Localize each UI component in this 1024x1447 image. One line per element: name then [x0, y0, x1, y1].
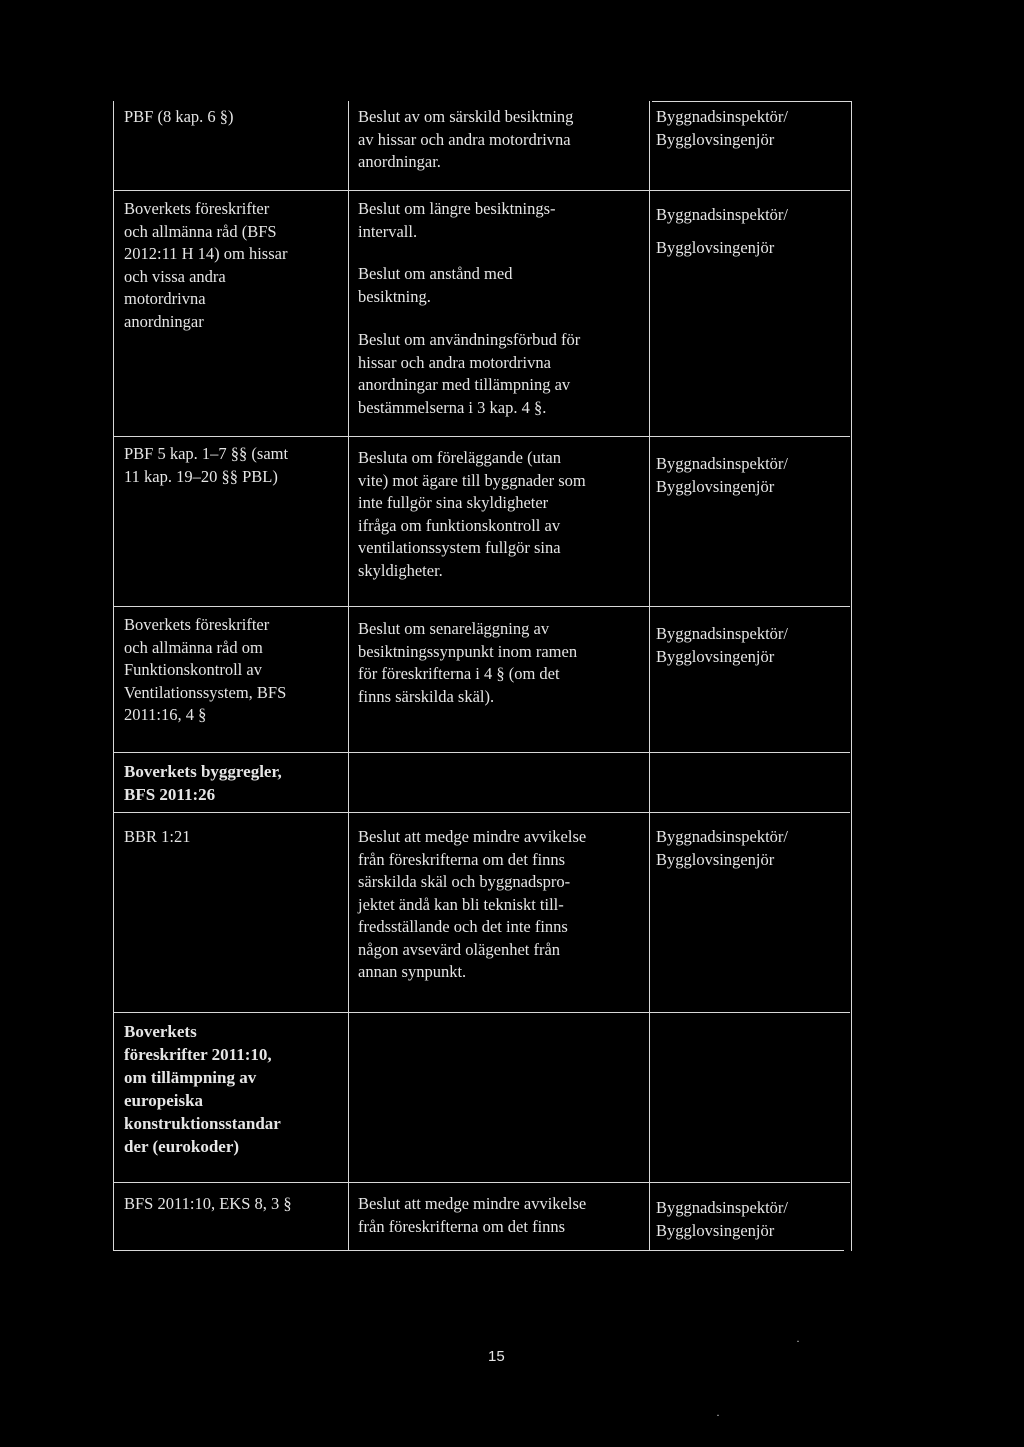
section-heading: Boverkets byggregler, BFS 2011:26 [124, 762, 282, 804]
delegate-cell: Byggnadsinspektör/ Bygglovsingenjör [656, 1198, 788, 1240]
table-left-border [113, 101, 114, 1251]
law-reference-cell: Boverkets föreskrifter och allmänna råd om Funktionskontroll av Ventilationssystem, BFS 2011:16, 4 § [124, 615, 287, 724]
delegate-cell: Byggnadsinspektör/ Bygglovsingenjör [656, 107, 788, 149]
column-divider [348, 101, 349, 1251]
decision-cell: Beslut att medge mindre avvikelse från föreskrifterna om det finns särskilda skäl och byggnadspro- jektet ändå kan bli tekniskt till- fredsställande och det inte finns någon avsevärd olägenhet från annan synpunkt. [358, 827, 587, 981]
law-reference-cell: Boverkets föreskrifter och allmänna råd (BFS 2012:11 H 14) om hissar och vissa andra motordrivna anordningar [124, 199, 288, 331]
row-divider [114, 190, 850, 191]
table-bottom-border [114, 1250, 844, 1251]
section-heading: Boverkets föreskrifter 2011:10, om tillämpning av europeiska konstruktionsstandar der (eurokoder) [124, 1022, 281, 1156]
delegate-cell: Byggnadsinspektör/ Bygglovsingenjör [656, 454, 788, 496]
decision-cell: Beslut att medge mindre avvikelse från föreskrifterna om det finns [358, 1194, 587, 1236]
row-divider [114, 606, 850, 607]
law-reference-cell: PBF (8 kap. 6 §) [124, 107, 234, 126]
decision-cell: Beslut om senareläggning av besiktningssynpunkt inom ramen för föreskrifterna i 4 § (om det finns särskilda skäl). [358, 619, 578, 706]
table-right-border [851, 101, 852, 1251]
row-divider [114, 1012, 850, 1013]
delegate-cell: Byggnadsinspektör/ Bygglovsingenjör [656, 827, 788, 869]
law-reference-cell: BBR 1:21 [124, 827, 191, 846]
decision-cell: Beslut om längre besiktnings- intervall. [358, 199, 556, 241]
row-divider [114, 752, 850, 753]
column-divider [649, 101, 650, 1251]
page-number: 15 [488, 1348, 505, 1365]
decision-cell: Beslut av om särskild besiktning av hissar och andra motordrivna anordningar. [358, 107, 574, 171]
delegate-cell: Byggnadsinspektör/ [656, 205, 788, 224]
scan-speck: · [796, 1334, 800, 1348]
law-reference-cell: BFS 2011:10, EKS 8, 3 § [124, 1194, 292, 1213]
table-top-border [652, 101, 852, 102]
decision-cell: Beslut om anstånd med besiktning. [358, 264, 513, 306]
scan-speck: · [716, 1408, 720, 1422]
row-divider [114, 1182, 850, 1183]
decision-cell: Beslut om användningsförbud för hissar och andra motordrivna anordningar med tillämpning av bestämmelserna i 3 kap. 4 §. [358, 330, 581, 417]
delegate-cell: Byggnadsinspektör/ Bygglovsingenjör [656, 624, 788, 666]
row-divider [114, 812, 850, 813]
row-divider [114, 436, 850, 437]
law-reference-cell: PBF 5 kap. 1–7 §§ (samt 11 kap. 19–20 §§ PBL) [124, 444, 289, 486]
decision-cell: Besluta om föreläggande (utan vite) mot ägare till byggnader som inte fullgör sina skyldigheter ifråga om funktionskontroll av ventilationssystem fullgör sina skyldigheter. [358, 448, 586, 580]
delegate-cell: Bygglovsingenjör [656, 238, 775, 257]
